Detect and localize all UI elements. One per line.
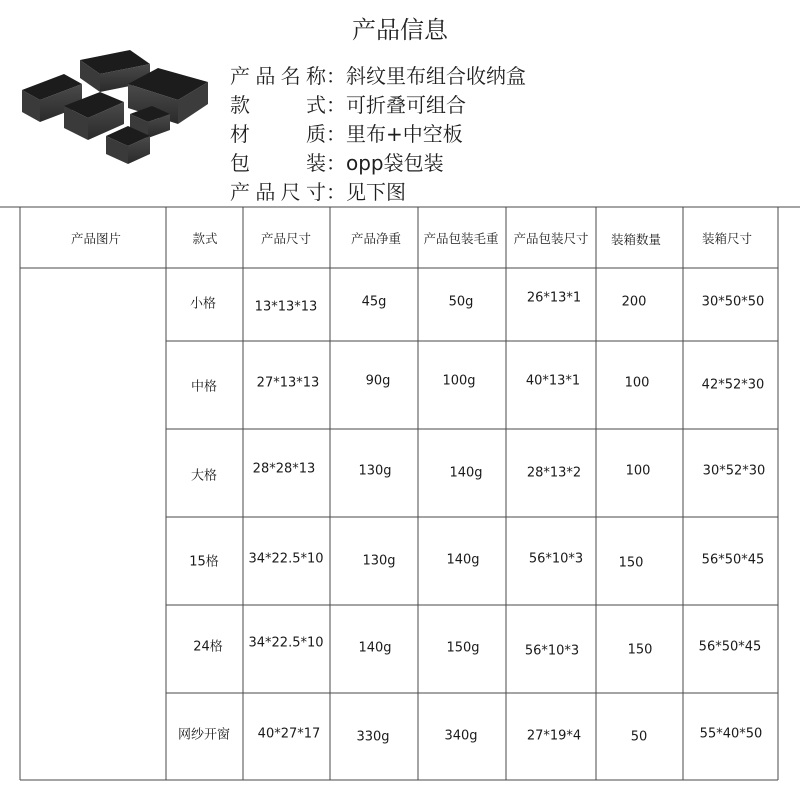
table-cell-net-weight: 130g	[358, 463, 392, 479]
info-value: 可折叠可组合	[346, 93, 466, 117]
table-cell-size: 13*13*13	[254, 299, 318, 315]
info-value: 里布+中空板	[346, 122, 463, 146]
info-label: 产 品 名 称	[230, 64, 326, 88]
table-cell-size: 34*22.5*10	[248, 551, 324, 567]
table-cell-gross-weight: 100g	[442, 373, 476, 389]
info-label: 包 装	[230, 151, 326, 175]
table-cell-size: 34*22.5*10	[248, 635, 324, 651]
info-label: 材 质	[230, 122, 326, 146]
table-cell-size: 27*13*13	[256, 375, 320, 391]
info-value: 见下图	[346, 180, 406, 204]
header-net-weight: 产品净重	[350, 231, 402, 246]
table-cell-gross-weight: 340g	[444, 728, 478, 744]
product-photo	[20, 48, 220, 168]
table-cell-carton-qty: 100	[625, 463, 651, 479]
header-gross-weight: 产品包装毛重	[423, 231, 499, 246]
table-cell-style: 15格	[189, 554, 219, 570]
header-carton-size: 装箱尺寸	[701, 231, 753, 246]
table-cell-net-weight: 90g	[365, 373, 391, 389]
table-cell-style: 大格	[190, 468, 218, 484]
table-cell-carton-qty: 200	[621, 294, 647, 310]
info-label: 款 式	[230, 93, 326, 117]
table-cell-carton-size: 30*50*50	[701, 294, 765, 310]
table-cell-carton-size: 55*40*50	[699, 726, 763, 742]
info-row-size: 产 品 尺 寸 ： 见下图	[230, 176, 526, 205]
table-cell-gross-weight: 140g	[446, 552, 480, 568]
table-cell-size: 40*27*17	[257, 726, 321, 742]
table-cell-carton-size: 42*52*30	[701, 377, 765, 393]
table-cell-carton-qty: 50	[630, 729, 648, 745]
table-cell-style: 24格	[193, 639, 223, 655]
table-cell-package-size: 40*13*1	[525, 373, 581, 389]
product-info	[230, 60, 526, 205]
table-cell-style: 小格	[189, 296, 217, 312]
table-cell-net-weight: 140g	[358, 640, 392, 656]
table-cell-package-size: 56*10*3	[528, 551, 584, 567]
info-row-material: 材 质 ： 里布+中空板	[230, 118, 526, 147]
table-cell-size: 28*28*13	[252, 461, 316, 477]
table-cell-style: 网纱开窗	[177, 727, 231, 743]
table-cell-carton-qty: 100	[624, 375, 650, 391]
table-cell-carton-size: 56*50*45	[701, 552, 765, 568]
table-cell-carton-qty: 150	[618, 555, 644, 571]
table-cell-package-size: 26*13*1	[526, 290, 582, 306]
info-value: 斜纹里布组合收纳盒	[346, 64, 526, 88]
table-cell-package-size: 27*19*4	[526, 728, 582, 744]
header-style: 款式	[192, 231, 218, 246]
info-row-name: 产 品 名 称 ： 斜纹里布组合收纳盒	[230, 60, 526, 89]
info-label: 产 品 尺 寸	[230, 180, 326, 204]
table-cell-package-size: 28*13*2	[526, 465, 582, 481]
table-cell-net-weight: 330g	[356, 729, 390, 745]
table-cell-carton-qty: 150	[627, 642, 653, 658]
header-carton-qty: 装箱数量	[610, 232, 662, 247]
table-cell-net-weight: 130g	[362, 553, 396, 569]
info-row-style: 款 式 ： 可折叠可组合	[230, 89, 526, 118]
header-size: 产品尺寸	[260, 231, 312, 246]
table-cell-carton-size: 30*52*30	[702, 463, 766, 479]
table-cell-style: 中格	[190, 379, 218, 395]
info-row-packaging: 包 装 ： opp袋包装	[230, 147, 526, 176]
header-package-size: 产品包装尺寸	[513, 231, 589, 246]
table-cell-net-weight: 45g	[361, 294, 387, 310]
table-cell-gross-weight: 50g	[448, 294, 474, 310]
table-cell-gross-weight: 140g	[449, 465, 483, 481]
table-cell-gross-weight: 150g	[446, 640, 480, 656]
table-cell-carton-size: 56*50*45	[698, 639, 762, 655]
page-title: 产品信息	[352, 16, 448, 44]
table-cell-package-size: 56*10*3	[524, 643, 580, 659]
header-product-image: 产品图片	[70, 231, 122, 246]
info-value: opp袋包装	[346, 151, 444, 175]
